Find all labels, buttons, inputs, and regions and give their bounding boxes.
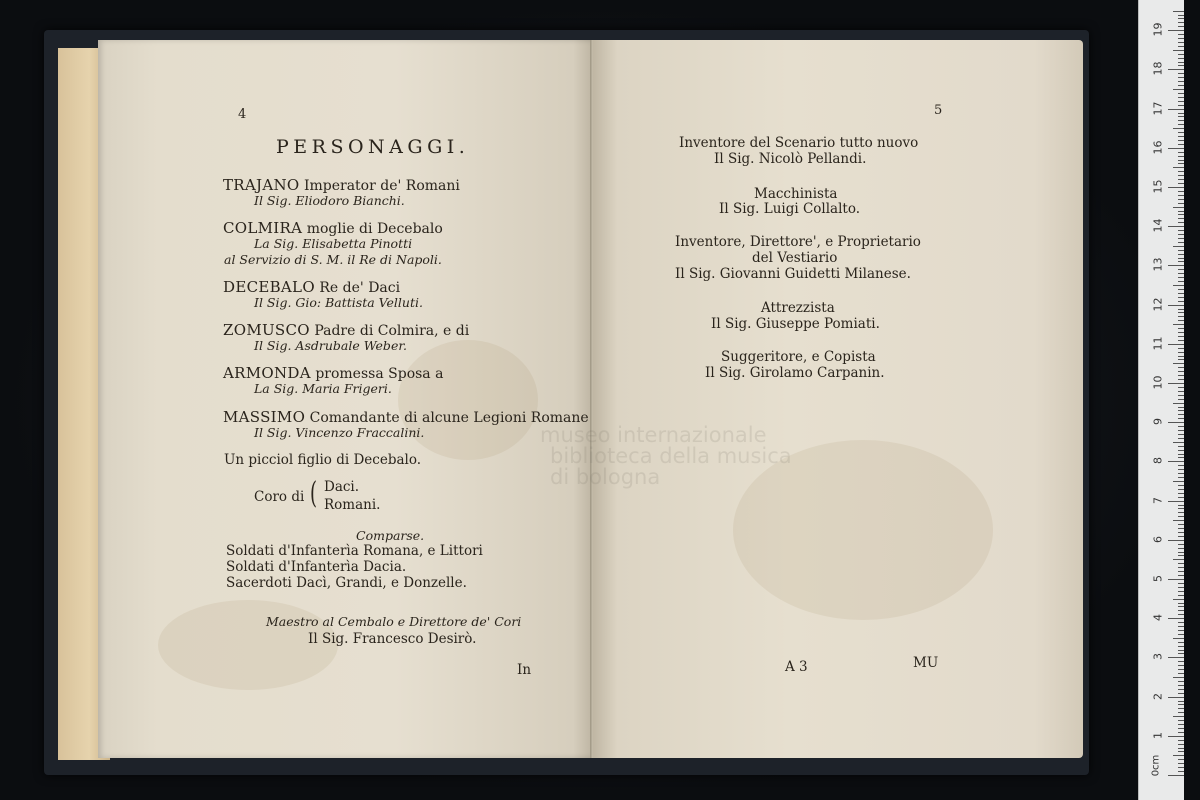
ruler-tick [1178, 457, 1184, 458]
ruler-tick [1178, 536, 1184, 537]
ruler-tick [1178, 379, 1184, 380]
ruler-tick [1178, 352, 1184, 353]
ruler-tick [1178, 653, 1184, 654]
ruler-tick [1178, 555, 1184, 556]
ruler-tick [1178, 438, 1184, 439]
ruler-tick [1178, 748, 1184, 749]
ruler-tick [1178, 26, 1184, 27]
ruler-tick [1178, 430, 1184, 431]
ruler-tick [1168, 344, 1184, 345]
ruler-tick [1178, 744, 1184, 745]
credit-title-cont: del Vestiario [752, 250, 838, 266]
ruler-tick [1178, 261, 1184, 262]
ruler-label: 1 [1151, 731, 1165, 739]
ruler-tick [1178, 195, 1184, 196]
credit-name: Il Sig. Girolamo Carpanin. [705, 365, 885, 381]
role-line [223, 280, 400, 295]
comparse-title: Comparse. [356, 528, 425, 543]
ruler-tick [1178, 473, 1184, 474]
ruler-tick [1173, 677, 1184, 678]
ruler-tick [1178, 120, 1184, 121]
credit-title: Inventore, Direttore', e Proprietario [675, 234, 921, 250]
ruler-tick [1178, 407, 1184, 408]
measuring-ruler [1138, 0, 1184, 800]
ruler-tick [1178, 81, 1184, 82]
ruler-tick [1168, 540, 1184, 541]
ruler-tick [1178, 583, 1184, 584]
role-line [223, 366, 443, 381]
credit-title: Macchinista [754, 186, 838, 202]
ruler-tick [1178, 340, 1184, 341]
role-line [223, 178, 460, 193]
ruler-label: 18 [1151, 61, 1165, 76]
ruler-tick [1178, 160, 1184, 161]
ruler-tick [1178, 552, 1184, 553]
ruler-tick [1168, 109, 1184, 110]
ruler-tick [1168, 657, 1184, 658]
ruler-tick [1178, 297, 1184, 298]
ruler-tick [1178, 646, 1184, 647]
ruler-tick [1168, 501, 1184, 502]
ruler-tick [1178, 356, 1184, 357]
ruler-tick [1178, 567, 1184, 568]
ruler-label: 13 [1151, 257, 1165, 272]
ruler-tick [1178, 301, 1184, 302]
ruler-unit: 0cm [1150, 754, 1162, 777]
ruler-tick [1173, 89, 1184, 90]
ruler-tick [1178, 348, 1184, 349]
ruler-label: 12 [1151, 297, 1165, 312]
role-name: COLMIRA [223, 219, 303, 237]
ruler-tick [1178, 387, 1184, 388]
comparse-line: Sacerdoti Dacì, Grandi, e Donzelle. [226, 575, 467, 591]
ruler-tick [1178, 289, 1184, 290]
ruler-tick [1173, 755, 1184, 756]
ruler-tick [1178, 614, 1184, 615]
maestro-name: Il Sig. Francesco Desirò. [308, 631, 477, 647]
role-desc: Padre di Colmira, e di [314, 323, 470, 339]
ruler-tick [1178, 493, 1184, 494]
ruler-tick [1178, 532, 1184, 533]
ruler-tick [1178, 101, 1184, 102]
role-line [223, 221, 443, 236]
chorus-item: Romani. [324, 497, 381, 513]
ruler-tick [1168, 618, 1184, 619]
ruler-tick [1173, 285, 1184, 286]
ruler-tick [1178, 771, 1184, 772]
ruler-tick [1178, 446, 1184, 447]
ruler-tick [1168, 265, 1184, 266]
ruler-tick [1178, 46, 1184, 47]
ruler-tick [1178, 136, 1184, 137]
ruler-tick [1178, 544, 1184, 545]
ruler-tick [1173, 638, 1184, 639]
ruler-tick [1178, 704, 1184, 705]
ruler-tick [1178, 258, 1184, 259]
credit-name: Il Sig. Luigi Collalto. [719, 201, 861, 217]
ruler-tick [1178, 575, 1184, 576]
ruler-tick [1178, 477, 1184, 478]
ruler-tick [1178, 171, 1184, 172]
ruler-tick [1178, 759, 1184, 760]
ruler-tick [1178, 269, 1184, 270]
ruler-tick [1178, 414, 1184, 415]
ruler-tick [1178, 18, 1184, 19]
ruler-tick [1168, 383, 1184, 384]
right-page [593, 40, 1083, 758]
ruler-tick [1178, 336, 1184, 337]
ruler-tick [1178, 320, 1184, 321]
ruler-label: 9 [1151, 418, 1165, 426]
ruler-tick [1178, 454, 1184, 455]
ruler-tick [1178, 175, 1184, 176]
ruler-tick [1178, 418, 1184, 419]
ruler-tick [1178, 626, 1184, 627]
role-name: DECEBALO [223, 278, 315, 296]
ruler-tick [1178, 238, 1184, 239]
role-line [223, 323, 469, 338]
ruler-tick [1178, 105, 1184, 106]
ruler-tick [1178, 516, 1184, 517]
role-desc: Imperator de' Romani [303, 178, 460, 194]
ruler-label: 3 [1151, 653, 1165, 661]
ruler-tick [1178, 163, 1184, 164]
ruler-tick [1178, 693, 1184, 694]
ruler-tick [1173, 50, 1184, 51]
ruler-tick [1178, 450, 1184, 451]
role-line [223, 410, 589, 425]
role-name: TRAJANO [223, 176, 300, 194]
ruler-tick [1178, 77, 1184, 78]
role-name: ZOMUSCO [223, 321, 310, 339]
ruler-tick [1173, 11, 1184, 12]
ruler-tick [1178, 720, 1184, 721]
ruler-label: 15 [1151, 179, 1165, 194]
ruler-tick [1173, 716, 1184, 717]
ruler-label: 10 [1151, 375, 1165, 390]
ruler-tick [1173, 559, 1184, 560]
ruler-label: 6 [1151, 535, 1165, 543]
ruler-tick [1178, 371, 1184, 372]
ruler-label: 7 [1151, 496, 1165, 504]
ruler-tick [1178, 650, 1184, 651]
chorus-brace: ( [310, 476, 318, 511]
ruler-tick [1178, 328, 1184, 329]
credit-name: Il Sig. Nicolò Pellandi. [714, 151, 867, 167]
singer-name: Il Sig. Asdrubale Weber. [254, 338, 407, 353]
ruler-tick [1178, 732, 1184, 733]
ruler-tick [1178, 116, 1184, 117]
page-heading: PERSONAGGI. [276, 136, 470, 158]
ruler-tick [1178, 410, 1184, 411]
ruler-label: 5 [1151, 575, 1165, 582]
catchword: In [517, 662, 532, 678]
ruler-tick [1178, 183, 1184, 184]
ruler-tick [1178, 156, 1184, 157]
ruler-tick [1178, 712, 1184, 713]
watermark-line: museo internazionale [540, 423, 767, 447]
ruler-tick [1173, 363, 1184, 364]
chorus-item: Daci. [324, 479, 360, 495]
ruler-tick [1178, 312, 1184, 313]
ruler-tick [1178, 751, 1184, 752]
ruler-tick [1178, 124, 1184, 125]
ruler-tick [1168, 30, 1184, 31]
ruler-tick [1178, 685, 1184, 686]
ruler-tick [1178, 332, 1184, 333]
ruler-tick [1178, 508, 1184, 509]
ruler-label: 19 [1151, 22, 1165, 37]
ruler-tick [1178, 199, 1184, 200]
ruler-tick [1178, 485, 1184, 486]
ruler-tick [1178, 634, 1184, 635]
ruler-label: 4 [1151, 614, 1165, 622]
role-desc: Re de' Daci [319, 280, 401, 296]
ruler-tick [1178, 203, 1184, 204]
ruler-tick [1178, 179, 1184, 180]
ruler-tick [1173, 403, 1184, 404]
singer-name: La Sig. Elisabetta Pinotti [254, 236, 413, 251]
ruler-tick [1178, 469, 1184, 470]
ruler-tick [1178, 222, 1184, 223]
ruler-tick [1178, 85, 1184, 86]
ruler-tick [1168, 305, 1184, 306]
ruler-tick [1173, 442, 1184, 443]
page-number: 4 [238, 107, 247, 122]
ruler-tick [1178, 242, 1184, 243]
ruler-tick [1178, 673, 1184, 674]
ruler-tick [1178, 54, 1184, 55]
ruler-tick [1178, 465, 1184, 466]
ruler-label: 8 [1151, 457, 1165, 465]
ruler-tick [1168, 226, 1184, 227]
ruler-tick [1178, 309, 1184, 310]
singer-note: al Servizio di S. M. il Re di Napoli. [224, 252, 442, 267]
role-desc: promessa Sposa a [315, 366, 444, 382]
comparse-line: Soldati d'Infanterìa Dacia. [226, 559, 407, 575]
comparse-line: Soldati d'Infanterìa Romana, e Littori [226, 543, 483, 559]
ruler-tick [1178, 524, 1184, 525]
catchword: MU [913, 655, 939, 671]
ruler-tick [1178, 701, 1184, 702]
ruler-tick [1178, 38, 1184, 39]
credit-name: Il Sig. Giovanni Guidetti Milanese. [675, 266, 911, 282]
ruler-tick [1178, 22, 1184, 23]
ruler-tick [1178, 214, 1184, 215]
ruler-tick [1178, 367, 1184, 368]
singer-name: La Sig. Maria Frigeri. [254, 381, 392, 396]
ruler-tick [1178, 497, 1184, 498]
ruler-tick [1178, 65, 1184, 66]
ruler-tick [1178, 34, 1184, 35]
singer-name: Il Sig. Gio: Battista Velluti. [254, 295, 423, 310]
child-role: Un picciol figlio di Decebalo. [224, 452, 422, 468]
ruler-tick [1178, 708, 1184, 709]
ruler-tick [1168, 69, 1184, 70]
ruler-tick [1178, 391, 1184, 392]
ruler-tick [1168, 775, 1184, 776]
singer-name: Il Sig. Vincenzo Fraccalini. [254, 425, 425, 440]
ruler-tick [1178, 375, 1184, 376]
ruler-tick [1173, 324, 1184, 325]
signature-mark: A 3 [785, 659, 808, 675]
ruler-tick [1178, 293, 1184, 294]
ruler-tick [1173, 599, 1184, 600]
ruler-tick [1178, 591, 1184, 592]
ruler-tick [1173, 520, 1184, 521]
library-watermark [540, 425, 792, 488]
ruler-tick [1178, 669, 1184, 670]
ruler-tick [1178, 73, 1184, 74]
ruler-tick [1178, 62, 1184, 63]
ruler-tick [1178, 681, 1184, 682]
credit-title: Suggeritore, e Copista [721, 349, 876, 365]
ruler-tick [1178, 610, 1184, 611]
ruler-tick [1173, 481, 1184, 482]
ruler-tick [1178, 281, 1184, 282]
ruler-tick [1173, 207, 1184, 208]
ruler-tick [1178, 434, 1184, 435]
role-desc: moglie di Decebalo [306, 221, 443, 237]
ruler-tick [1178, 606, 1184, 607]
ruler-tick [1178, 528, 1184, 529]
ruler-tick [1178, 277, 1184, 278]
ruler-tick [1178, 661, 1184, 662]
ruler-tick [1173, 167, 1184, 168]
ruler-tick [1168, 697, 1184, 698]
role-name: MASSIMO [223, 408, 306, 426]
ruler-tick [1168, 736, 1184, 737]
watermark-line: biblioteca della musica [550, 444, 792, 468]
left-page [98, 40, 593, 758]
ruler-tick [1178, 622, 1184, 623]
ruler-tick [1178, 97, 1184, 98]
ruler-tick [1168, 579, 1184, 580]
page-number: 5 [934, 103, 943, 118]
ruler-tick [1178, 191, 1184, 192]
chorus-label: Coro di [254, 489, 305, 505]
ruler-tick [1178, 767, 1184, 768]
ruler-tick [1178, 642, 1184, 643]
ruler-tick [1178, 230, 1184, 231]
role-desc: Comandante di alcune Legioni Romane [309, 410, 589, 426]
watermark-line: di bologna [550, 465, 661, 489]
ruler-tick [1178, 211, 1184, 212]
ruler-tick [1173, 128, 1184, 129]
credit-title: Attrezzista [761, 300, 835, 316]
ruler-tick [1178, 218, 1184, 219]
ruler-tick [1178, 395, 1184, 396]
ruler-tick [1178, 42, 1184, 43]
ruler-tick [1178, 665, 1184, 666]
ruler-tick [1178, 316, 1184, 317]
credit-title: Inventore del Scenario tutto nuovo [679, 135, 919, 151]
ruler-label: 2 [1151, 692, 1165, 700]
ruler-label: 16 [1151, 140, 1165, 155]
ruler-tick [1178, 359, 1184, 360]
ruler-tick [1168, 422, 1184, 423]
ruler-tick [1178, 571, 1184, 572]
ruler-tick [1178, 132, 1184, 133]
credit-name: Il Sig. Giuseppe Pomiati. [711, 316, 880, 332]
ruler-tick [1178, 595, 1184, 596]
ruler-tick [1178, 489, 1184, 490]
ruler-tick [1178, 689, 1184, 690]
ruler-tick [1178, 144, 1184, 145]
ruler-label: 14 [1151, 218, 1165, 233]
ruler-tick [1178, 563, 1184, 564]
singer-name: Il Sig. Eliodoro Bianchi. [254, 193, 405, 208]
ruler-tick [1178, 93, 1184, 94]
paper-stain [398, 340, 538, 460]
ruler-tick [1178, 724, 1184, 725]
ruler-tick [1178, 740, 1184, 741]
ruler-tick [1168, 148, 1184, 149]
ruler-tick [1168, 187, 1184, 188]
ruler-tick [1178, 763, 1184, 764]
ruler-label: 17 [1151, 101, 1165, 116]
ruler-tick [1178, 234, 1184, 235]
ruler-tick [1178, 15, 1184, 16]
ruler-tick [1168, 461, 1184, 462]
ruler-tick [1178, 273, 1184, 274]
ruler-tick [1178, 140, 1184, 141]
ruler-tick [1173, 246, 1184, 247]
ruler-tick [1178, 505, 1184, 506]
ruler-tick [1178, 587, 1184, 588]
ruler-label: 11 [1151, 336, 1165, 351]
ruler-tick [1178, 630, 1184, 631]
maestro-title: Maestro al Cembalo e Direttore de' Cori [266, 614, 522, 629]
ruler-tick [1178, 152, 1184, 153]
ruler-tick [1178, 254, 1184, 255]
ruler-tick [1178, 250, 1184, 251]
ruler-tick [1178, 603, 1184, 604]
ruler-tick [1178, 58, 1184, 59]
ruler-tick [1178, 113, 1184, 114]
ruler-tick [1178, 399, 1184, 400]
ruler-tick [1178, 728, 1184, 729]
role-name: ARMONDA [223, 364, 311, 382]
ruler-tick [1178, 426, 1184, 427]
ruler-tick [1178, 512, 1184, 513]
ruler-tick [1178, 548, 1184, 549]
